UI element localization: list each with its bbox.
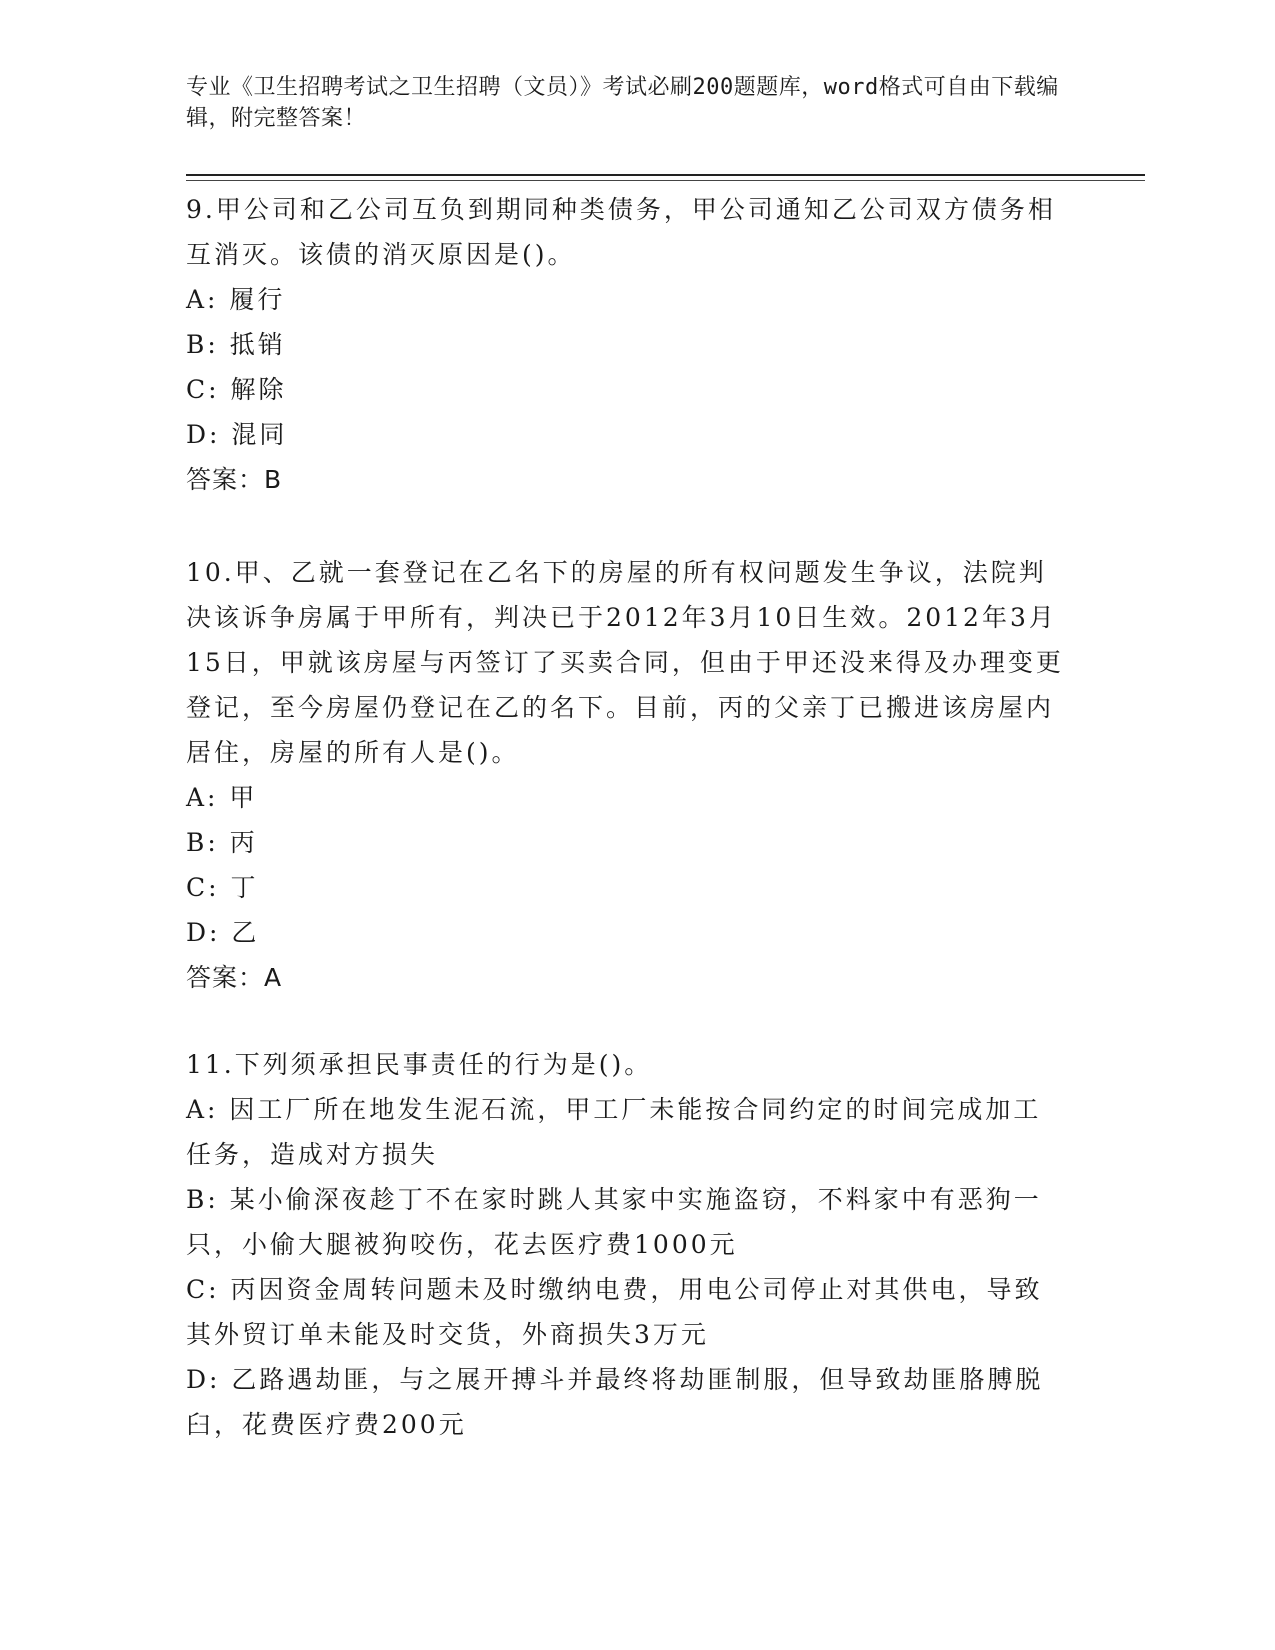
option-d: D: 混同 — [186, 420, 288, 449]
header-divider-thick — [186, 174, 1145, 176]
question-10 — [186, 550, 1066, 1000]
document-header: 专业《卫生招聘考试之卫生招聘（文员）》考试必刷200题题库，word格式可自由下载编辑，附完整答案！ — [186, 75, 1059, 131]
question-stem: 9.甲公司和乙公司互负到期同种类债务，甲公司通知乙公司双方债务相互消灭。该债的消灭原因是()。 — [186, 195, 1056, 269]
answer-line: 答案：A — [186, 963, 283, 992]
option-c: C: 丁 — [186, 873, 259, 902]
question-stem: 11.下列须承担民事责任的行为是()。 — [186, 1050, 653, 1079]
option-c: C: 丙因资金周转问题未及时缴纳电费，用电公司停止对其供电，导致其外贸订单未能及时交货，外商损失3万元 — [186, 1275, 1043, 1349]
option-a: A: 履行 — [186, 285, 286, 314]
option-b: B: 某小偷深夜趁丁不在家时跳人其家中实施盗窃，不料家中有恶狗一只，小偷大腿被狗咬伤，花去医疗费1000元 — [186, 1185, 1042, 1259]
question-11 — [186, 1042, 1066, 1447]
option-b: B: 丙 — [186, 828, 258, 857]
question-9 — [186, 187, 1066, 502]
option-d: D: 乙路遇劫匪，与之展开搏斗并最终将劫匪制服，但导致劫匪胳膊脱臼，花费医疗费200元 — [186, 1365, 1044, 1439]
option-b: B: 抵销 — [186, 330, 286, 359]
option-a: A: 甲 — [186, 783, 258, 812]
answer-line: 答案：B — [186, 465, 283, 494]
option-d: D: 乙 — [186, 918, 260, 947]
header-divider-thin — [186, 180, 1145, 181]
question-stem: 10.甲、乙就一套登记在乙名下的房屋的所有权问题发生争议，法院判决该诉争房属于甲所有，判决已于2012年3月10日生效。2012年3月15日，甲就该房屋与丙签订了买卖合同，但由于甲还没来得及办理变更登记，至今房屋仍登记在乙的名下。目前，丙的父亲丁已搬进该房屋内居住，房屋的所有人是()。 — [186, 558, 1064, 767]
option-a: A: 因工厂所在地发生泥石流，甲工厂未能按合同约定的时间完成加工任务，造成对方损失 — [186, 1095, 1042, 1169]
option-c: C: 解除 — [186, 375, 287, 404]
